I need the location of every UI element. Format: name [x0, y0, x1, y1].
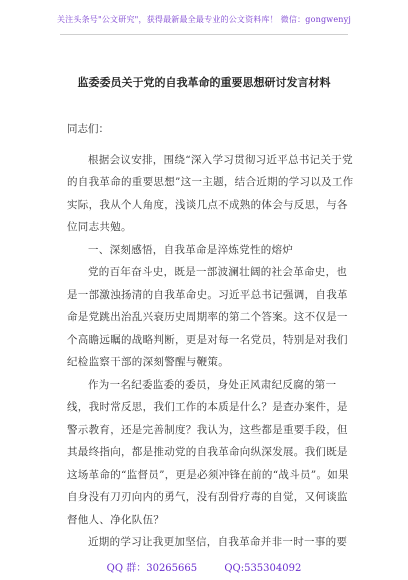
section-heading: 一、深刻感悟，自我革命是淬炼党性的熔炉 — [88, 243, 294, 256]
paragraph: 近期的学习让我更加坚信，自我革命并非一时一事的要 — [88, 536, 348, 548]
paragraph: 根据会议安排，围绕“深入学习贯彻习近平总书记关于党的自我革命的重要思想”这一主题，结合近期的学习以及工作实际，我从个人角度，浅谈几点不成熟的体会与反思，与各位同志共勉。 — [67, 153, 354, 233]
paragraph: 作为一名纪委监委的委员，身处正风肃纪反腐的第一线，我时常反思，我们工作的本质是什么？是查办案件，是警示教育，还是完善制度？我认为，这些都是重要手段，但其最终指向，都是推动党的自我革命向纵深发展。我们既是这场革命的“监督员”，更是必须冲锋在前的“战斗员”。如果自身没有刀刃向内的勇气，没有刮骨疗毒的自觉，又何谈监督他人、净化队伍？ — [67, 378, 349, 526]
document-body — [67, 118, 357, 554]
salutation: 同志们： — [67, 123, 109, 135]
header-note: 关注头条号"公文研究"，获得最新最全最专业的公文资料库！ 微信：gongwenyj — [56, 15, 352, 24]
qq-number: QQ:535304092 — [224, 563, 302, 574]
header-divider — [60, 34, 348, 35]
qq-group-number: QQ 群：30265665 — [106, 563, 198, 574]
footer-contacts — [0, 559, 408, 574]
paragraph: 党的百年奋斗史，既是一部波澜壮阔的社会革命史，也是一部激浊扬清的自我革命史。习近平总书记强调，自我革命是党跳出治乱兴衰历史周期率的第二个答案。这不仅是一个高瞻远瞩的战略判断，更是对每一名党员，特别是对我们纪检监察干部的深刻警醒与鞭策。 — [67, 266, 348, 368]
document-title: 监委委员关于党的自我革命的重要思想研讨发言材料 — [77, 76, 331, 89]
